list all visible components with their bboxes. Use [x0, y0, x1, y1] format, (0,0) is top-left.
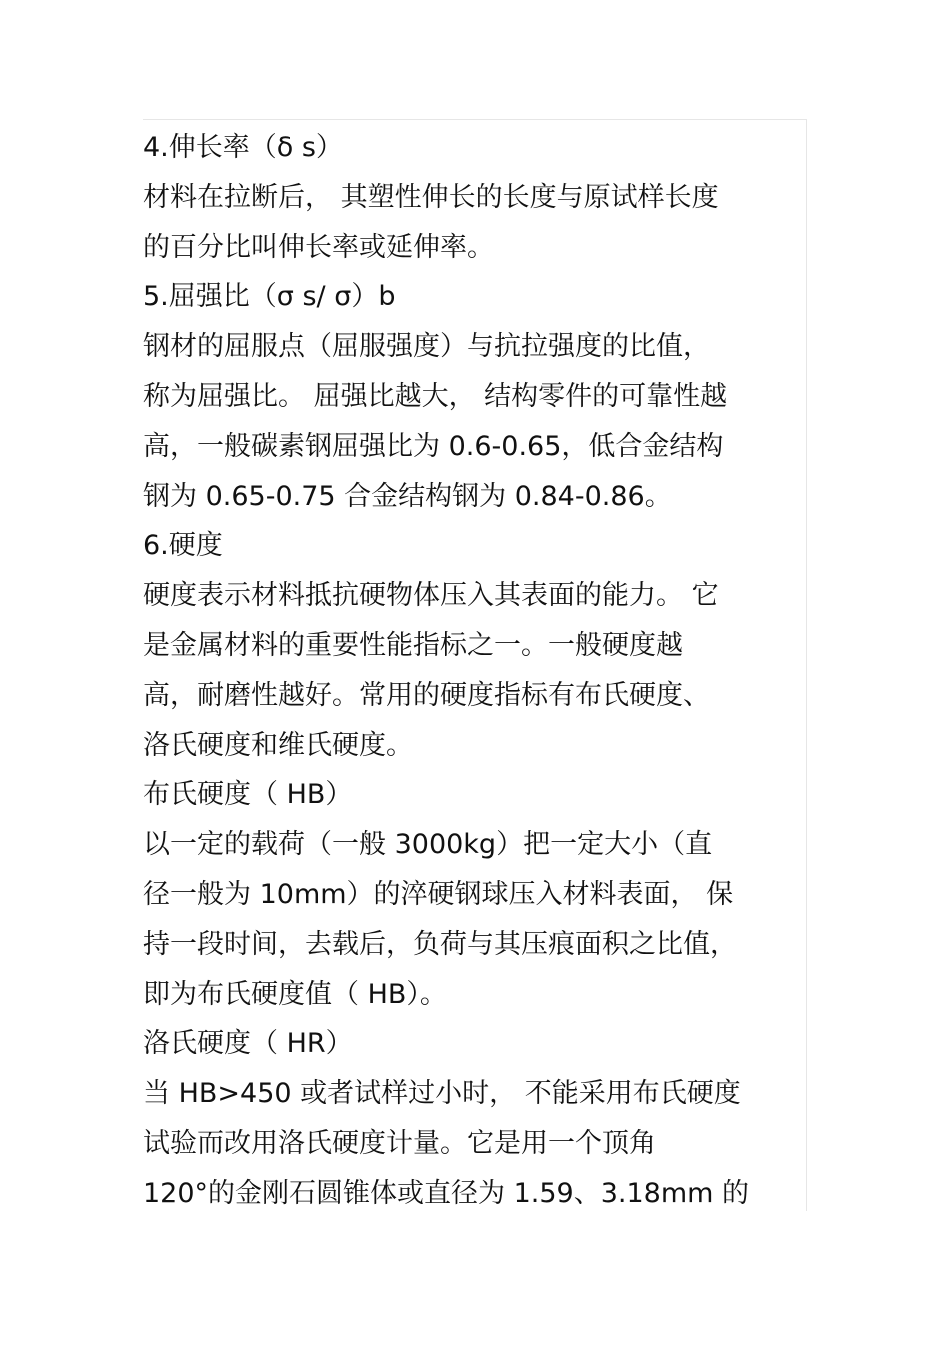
text-line: 即为布氏硬度值（ HB）。 — [143, 978, 447, 1010]
text-line: 材料在拉断后， 其塑性伸长的长度与原试样长度 — [143, 181, 719, 213]
text-line: 洛氏硬度和维氏硬度。 — [143, 729, 413, 761]
text-line: 高，耐磨性越好。常用的硬度指标有布氏硬度、 — [143, 679, 710, 711]
text-line: 称为屈强比。 屈强比越大， 结构零件的可靠性越 — [143, 380, 728, 412]
document-body — [143, 123, 807, 1211]
text-line: 120°的金刚石圆锥体或直径为 1.59、3.18mm 的 — [143, 1177, 750, 1209]
text-line: 以一定的载荷（一般 3000kg）把一定大小（直 — [143, 829, 713, 861]
text-line: 是金属材料的重要性能指标之一。一般硬度越 — [143, 629, 683, 661]
text-line: 径一般为 10mm）的淬硬钢球压入材料表面， 保 — [143, 878, 734, 910]
heading-elongation: 4.伸长率（δ s） — [143, 132, 343, 163]
text-line: 钢材的屈服点（屈服强度）与抗拉强度的比值， — [143, 331, 710, 363]
subheading-brinell: 布氏硬度（ HB） — [143, 779, 353, 811]
heading-hardness: 6.硬度 — [143, 530, 223, 562]
subheading-rockwell: 洛氏硬度（ HR） — [143, 1028, 353, 1060]
heading-yield-ratio: 5.屈强比（σ s/ σ）b — [143, 281, 396, 313]
text-line: 试验而改用洛氏硬度计量。它是用一个顶角 — [143, 1127, 656, 1159]
text-line: 高，一般碳素钢屈强比为 0.6-0.65，低合金结构 — [143, 430, 724, 462]
text-line: 硬度表示材料抵抗硬物体压入其表面的能力。 它 — [143, 580, 719, 612]
text-line: 持一段时间，去载后，负荷与其压痕面积之比值， — [143, 928, 737, 960]
text-line: 当 HB>450 或者试样过小时， 不能采用布氏硬度 — [143, 1078, 741, 1110]
text-line: 钢为 0.65-0.75 合金结构钢为 0.84-0.86。 — [143, 480, 672, 512]
text-line: 的百分比叫伸长率或延伸率。 — [143, 231, 494, 263]
